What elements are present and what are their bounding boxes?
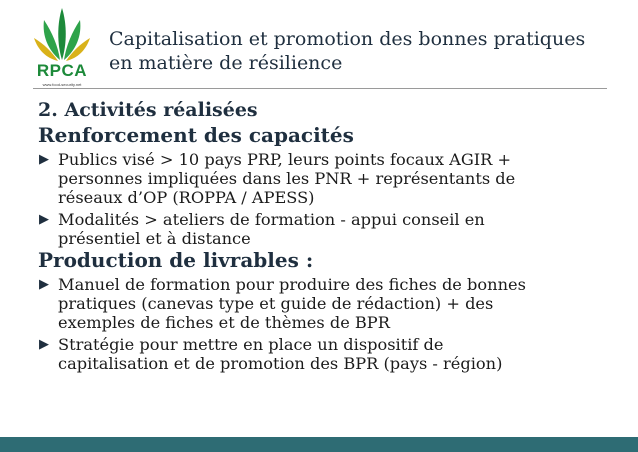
triangle-bullet-icon: ▶ <box>39 152 49 167</box>
bullet-item <box>38 210 618 248</box>
bullet-line: réseaux d’OP (ROPPA / APESS) <box>58 188 315 207</box>
triangle-bullet-icon: ▶ <box>39 277 49 292</box>
triangle-bullet-icon: ▶ <box>39 212 49 227</box>
rpca-logo <box>30 6 94 92</box>
bullet-line: Manuel de formation pour produire des fiches de bonnes <box>58 275 526 294</box>
bullet-line: capitalisation et de promotion des BPR (pays - région) <box>58 354 503 373</box>
bullet-item <box>38 150 618 207</box>
deliverables-heading: Production de livrables : <box>38 248 314 272</box>
bullet-item <box>38 275 618 332</box>
header-divider <box>33 88 607 89</box>
bullet-item <box>38 335 618 373</box>
logo-wordmark: RPCA <box>36 61 88 80</box>
bullet-line: Modalités > ateliers de formation - appui conseil en <box>58 210 485 229</box>
footer-bar <box>0 437 638 452</box>
leaf-emblem-icon <box>30 6 94 62</box>
section-heading: 2. Activités réalisées <box>38 99 258 121</box>
slide-content <box>38 99 618 373</box>
bullet-line: personnes impliquées dans les PNR + représentants de <box>58 169 516 188</box>
title-line: en matière de résilience <box>109 52 343 74</box>
bullet-line: Publics visé > 10 pays PRP, leurs points focaux AGIR + <box>58 150 512 169</box>
capacity-heading: Renforcement des capacités <box>38 123 354 147</box>
bullet-line: exemples de fiches et de thèmes de BPR <box>58 313 390 332</box>
page-title <box>109 27 619 75</box>
title-line: Capitalisation et promotion des bonnes pratiques <box>109 28 586 50</box>
logo-url: www.food-security.net <box>42 82 82 87</box>
bullet-line: présentiel et à distance <box>58 229 251 248</box>
bullet-line: Stratégie pour mettre en place un dispositif de <box>58 335 444 354</box>
bullet-line: pratiques (canevas type et guide de rédaction) + des <box>58 294 494 313</box>
triangle-bullet-icon: ▶ <box>39 337 49 352</box>
